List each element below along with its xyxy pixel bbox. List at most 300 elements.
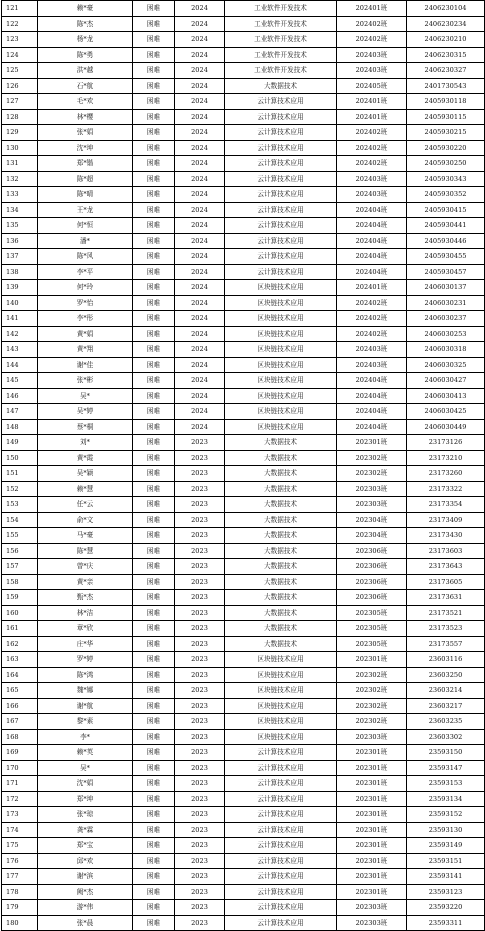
row-number-cell: 165 <box>2 683 38 699</box>
grade-year-cell: 2023 <box>175 605 225 621</box>
student-id-cell: 2406230104 <box>407 1 485 17</box>
table-row <box>2 869 485 885</box>
grade-year-cell: 2023 <box>175 481 225 497</box>
student-id-cell: 23603235 <box>407 714 485 730</box>
student-name-cell: 杨*龙 <box>38 32 133 48</box>
class-cell: 202404班 <box>337 218 407 234</box>
row-number-cell: 148 <box>2 419 38 435</box>
aid-level-cell: 困难 <box>133 264 175 280</box>
grade-year-cell: 2024 <box>175 187 225 203</box>
table-row <box>2 16 485 32</box>
table-row <box>2 109 485 125</box>
class-cell: 202404班 <box>337 388 407 404</box>
student-name-cell: 郑*锴 <box>38 156 133 172</box>
table-row <box>2 466 485 482</box>
class-cell: 202301班 <box>337 776 407 792</box>
aid-level-cell: 困难 <box>133 125 175 141</box>
table-row <box>2 171 485 187</box>
major-cell: 区块链技术应用 <box>225 295 337 311</box>
row-number-cell: 145 <box>2 373 38 389</box>
student-name-cell: 何*玲 <box>38 280 133 296</box>
aid-level-cell: 困难 <box>133 63 175 79</box>
class-cell: 202303班 <box>337 497 407 513</box>
major-cell: 大数据技术 <box>225 512 337 528</box>
row-number-cell: 140 <box>2 295 38 311</box>
aid-level-cell: 困难 <box>133 47 175 63</box>
aid-level-cell: 困难 <box>133 1 175 17</box>
grade-year-cell: 2023 <box>175 652 225 668</box>
major-cell: 云计算技术应用 <box>225 233 337 249</box>
major-cell: 云计算技术应用 <box>225 109 337 125</box>
row-number-cell: 144 <box>2 357 38 373</box>
table-row <box>2 187 485 203</box>
student-id-cell: 2406030427 <box>407 373 485 389</box>
grade-year-cell: 2024 <box>175 218 225 234</box>
aid-level-cell: 困难 <box>133 745 175 761</box>
table-row <box>2 63 485 79</box>
row-number-cell: 121 <box>2 1 38 17</box>
student-id-cell: 23603116 <box>407 652 485 668</box>
class-cell: 202302班 <box>337 450 407 466</box>
row-number-cell: 123 <box>2 32 38 48</box>
row-number-cell: 146 <box>2 388 38 404</box>
class-cell: 202401班 <box>337 1 407 17</box>
aid-level-cell: 困难 <box>133 900 175 916</box>
student-id-cell: 23603302 <box>407 729 485 745</box>
row-number-cell: 136 <box>2 233 38 249</box>
table-row <box>2 838 485 854</box>
table-row <box>2 419 485 435</box>
grade-year-cell: 2023 <box>175 466 225 482</box>
table-row <box>2 326 485 342</box>
student-name-cell: 黎*素 <box>38 714 133 730</box>
grade-year-cell: 2024 <box>175 47 225 63</box>
major-cell: 云计算技术应用 <box>225 791 337 807</box>
grade-year-cell: 2023 <box>175 900 225 916</box>
major-cell: 云计算技术应用 <box>225 264 337 280</box>
table-row <box>2 125 485 141</box>
major-cell: 大数据技术 <box>225 450 337 466</box>
student-name-cell: 任*云 <box>38 497 133 513</box>
grade-year-cell: 2024 <box>175 249 225 265</box>
aid-level-cell: 困难 <box>133 419 175 435</box>
class-cell: 202302班 <box>337 714 407 730</box>
aid-level-cell: 困难 <box>133 838 175 854</box>
grade-year-cell: 2023 <box>175 636 225 652</box>
class-cell: 202401班 <box>337 109 407 125</box>
student-name-cell: 李* <box>38 729 133 745</box>
student-id-cell: 23593149 <box>407 838 485 854</box>
row-number-cell: 151 <box>2 466 38 482</box>
grade-year-cell: 2023 <box>175 543 225 559</box>
grade-year-cell: 2024 <box>175 156 225 172</box>
major-cell: 云计算技术应用 <box>225 171 337 187</box>
student-id-cell: 2406030231 <box>407 295 485 311</box>
student-id-cell: 23173354 <box>407 497 485 513</box>
table-row <box>2 636 485 652</box>
table-row <box>2 280 485 296</box>
grade-year-cell: 2024 <box>175 125 225 141</box>
class-cell: 202402班 <box>337 311 407 327</box>
student-id-cell: 2405930250 <box>407 156 485 172</box>
student-name-cell: 章*欣 <box>38 621 133 637</box>
aid-level-cell: 困难 <box>133 698 175 714</box>
class-cell: 202402班 <box>337 156 407 172</box>
class-cell: 202305班 <box>337 621 407 637</box>
aid-level-cell: 困难 <box>133 636 175 652</box>
table-row <box>2 652 485 668</box>
student-name-cell: 陈*勇 <box>38 47 133 63</box>
row-number-cell: 157 <box>2 559 38 575</box>
class-cell: 202403班 <box>337 63 407 79</box>
major-cell: 云计算技术应用 <box>225 187 337 203</box>
row-number-cell: 126 <box>2 78 38 94</box>
student-name-cell: 陈*鸿 <box>38 667 133 683</box>
grade-year-cell: 2023 <box>175 450 225 466</box>
row-number-cell: 132 <box>2 171 38 187</box>
row-number-cell: 180 <box>2 915 38 931</box>
aid-level-cell: 困难 <box>133 249 175 265</box>
table-row <box>2 47 485 63</box>
student-name-cell: 魏*娜 <box>38 683 133 699</box>
student-id-cell: 2405930352 <box>407 187 485 203</box>
row-number-cell: 161 <box>2 621 38 637</box>
student-id-cell: 2405930115 <box>407 109 485 125</box>
aid-level-cell: 困难 <box>133 450 175 466</box>
student-id-cell: 23173322 <box>407 481 485 497</box>
aid-level-cell: 困难 <box>133 481 175 497</box>
table-row <box>2 543 485 559</box>
student-name-cell: 郑*坤 <box>38 791 133 807</box>
grade-year-cell: 2023 <box>175 559 225 575</box>
student-name-cell: 黄*霞 <box>38 450 133 466</box>
student-id-cell: 2406030318 <box>407 342 485 358</box>
grade-year-cell: 2024 <box>175 233 225 249</box>
row-number-cell: 131 <box>2 156 38 172</box>
class-cell: 202302班 <box>337 698 407 714</box>
major-cell: 大数据技术 <box>225 466 337 482</box>
student-name-cell: 沈*坤 <box>38 140 133 156</box>
major-cell: 大数据技术 <box>225 528 337 544</box>
student-name-cell: 毛*欢 <box>38 94 133 110</box>
major-cell: 区块链技术应用 <box>225 373 337 389</box>
aid-level-cell: 困难 <box>133 233 175 249</box>
table-row <box>2 512 485 528</box>
grade-year-cell: 2024 <box>175 63 225 79</box>
aid-level-cell: 困难 <box>133 78 175 94</box>
major-cell: 大数据技术 <box>225 543 337 559</box>
row-number-cell: 175 <box>2 838 38 854</box>
class-cell: 202404班 <box>337 249 407 265</box>
student-name-cell: 黄*亲 <box>38 574 133 590</box>
class-cell: 202301班 <box>337 745 407 761</box>
student-id-cell: 2406230315 <box>407 47 485 63</box>
student-id-cell: 2405930415 <box>407 202 485 218</box>
row-number-cell: 138 <box>2 264 38 280</box>
class-cell: 202402班 <box>337 16 407 32</box>
table-row <box>2 745 485 761</box>
aid-level-cell: 困难 <box>133 574 175 590</box>
row-number-cell: 168 <box>2 729 38 745</box>
major-cell: 大数据技术 <box>225 481 337 497</box>
major-cell: 区块链技术应用 <box>225 652 337 668</box>
student-id-cell: 23593141 <box>407 869 485 885</box>
student-name-cell: 谢*佳 <box>38 357 133 373</box>
student-name-cell: 林*樱 <box>38 109 133 125</box>
class-cell: 202306班 <box>337 559 407 575</box>
table-row <box>2 791 485 807</box>
class-cell: 202301班 <box>337 652 407 668</box>
class-cell: 202403班 <box>337 47 407 63</box>
table-row <box>2 590 485 606</box>
class-cell: 202303班 <box>337 729 407 745</box>
row-number-cell: 176 <box>2 853 38 869</box>
class-cell: 202306班 <box>337 543 407 559</box>
student-id-cell: 23593150 <box>407 745 485 761</box>
row-number-cell: 124 <box>2 47 38 63</box>
grade-year-cell: 2024 <box>175 357 225 373</box>
student-id-cell: 2406030253 <box>407 326 485 342</box>
grade-year-cell: 2023 <box>175 698 225 714</box>
aid-level-cell: 困难 <box>133 853 175 869</box>
row-number-cell: 135 <box>2 218 38 234</box>
table-row <box>2 729 485 745</box>
grade-year-cell: 2023 <box>175 528 225 544</box>
grade-year-cell: 2024 <box>175 140 225 156</box>
student-id-cell: 2406030137 <box>407 280 485 296</box>
aid-level-cell: 困难 <box>133 466 175 482</box>
aid-level-cell: 困难 <box>133 729 175 745</box>
aid-level-cell: 困难 <box>133 497 175 513</box>
grade-year-cell: 2024 <box>175 419 225 435</box>
table-row <box>2 202 485 218</box>
row-number-cell: 152 <box>2 481 38 497</box>
student-id-cell: 23173521 <box>407 605 485 621</box>
aid-level-cell: 困难 <box>133 326 175 342</box>
row-number-cell: 139 <box>2 280 38 296</box>
table-row <box>2 559 485 575</box>
major-cell: 区块链技术应用 <box>225 388 337 404</box>
aid-level-cell: 困难 <box>133 869 175 885</box>
grade-year-cell: 2023 <box>175 884 225 900</box>
major-cell: 云计算技术应用 <box>225 915 337 931</box>
major-cell: 大数据技术 <box>225 559 337 575</box>
class-cell: 202402班 <box>337 32 407 48</box>
student-name-cell: 沈*娟 <box>38 776 133 792</box>
table-row <box>2 218 485 234</box>
student-id-cell: 2406030325 <box>407 357 485 373</box>
class-cell: 202304班 <box>337 528 407 544</box>
student-id-cell: 2406030237 <box>407 311 485 327</box>
student-id-cell: 23173603 <box>407 543 485 559</box>
class-cell: 202402班 <box>337 125 407 141</box>
class-cell: 202303班 <box>337 481 407 497</box>
table-row <box>2 435 485 451</box>
student-name-cell: 李*平 <box>38 264 133 280</box>
student-id-cell: 2406230210 <box>407 32 485 48</box>
aid-level-cell: 困难 <box>133 311 175 327</box>
student-id-cell: 23173631 <box>407 590 485 606</box>
student-id-cell: 2405930457 <box>407 264 485 280</box>
row-number-cell: 133 <box>2 187 38 203</box>
table-row <box>2 776 485 792</box>
aid-level-cell: 困难 <box>133 915 175 931</box>
student-name-cell: 刘* <box>38 435 133 451</box>
aid-level-cell: 困难 <box>133 94 175 110</box>
student-name-cell: 张*娟 <box>38 125 133 141</box>
table-row <box>2 78 485 94</box>
major-cell: 大数据技术 <box>225 605 337 621</box>
major-cell: 区块链技术应用 <box>225 667 337 683</box>
major-cell: 区块链技术应用 <box>225 311 337 327</box>
row-number-cell: 147 <box>2 404 38 420</box>
aid-level-cell: 困难 <box>133 202 175 218</box>
student-name-cell: 张*彬 <box>38 373 133 389</box>
class-cell: 202403班 <box>337 342 407 358</box>
student-id-cell: 2405930446 <box>407 233 485 249</box>
student-id-cell: 2405930343 <box>407 171 485 187</box>
student-id-cell: 2405930118 <box>407 94 485 110</box>
table-row <box>2 807 485 823</box>
major-cell: 大数据技术 <box>225 435 337 451</box>
class-cell: 202301班 <box>337 760 407 776</box>
aid-level-cell: 困难 <box>133 559 175 575</box>
student-name-cell: 黄*娟 <box>38 326 133 342</box>
class-cell: 202302班 <box>337 683 407 699</box>
grade-year-cell: 2024 <box>175 295 225 311</box>
grade-year-cell: 2024 <box>175 171 225 187</box>
class-cell: 202302班 <box>337 466 407 482</box>
aid-level-cell: 困难 <box>133 543 175 559</box>
major-cell: 云计算技术应用 <box>225 94 337 110</box>
table-row <box>2 342 485 358</box>
major-cell: 云计算技术应用 <box>225 853 337 869</box>
grade-year-cell: 2023 <box>175 807 225 823</box>
table-row <box>2 915 485 931</box>
student-name-cell: 陈*风 <box>38 249 133 265</box>
class-cell: 202305班 <box>337 605 407 621</box>
table-row <box>2 94 485 110</box>
major-cell: 大数据技术 <box>225 590 337 606</box>
major-cell: 区块链技术应用 <box>225 419 337 435</box>
table-row <box>2 900 485 916</box>
student-name-cell: 谢*航 <box>38 698 133 714</box>
student-id-cell: 23603217 <box>407 698 485 714</box>
grade-year-cell: 2024 <box>175 311 225 327</box>
table-row <box>2 311 485 327</box>
major-cell: 区块链技术应用 <box>225 280 337 296</box>
student-name-cell: 张*晨 <box>38 915 133 931</box>
grade-year-cell: 2023 <box>175 853 225 869</box>
row-number-cell: 141 <box>2 311 38 327</box>
grade-year-cell: 2023 <box>175 760 225 776</box>
student-name-cell: 潘* <box>38 233 133 249</box>
table-row <box>2 295 485 311</box>
class-cell: 202404班 <box>337 264 407 280</box>
class-cell: 202404班 <box>337 419 407 435</box>
table-row <box>2 822 485 838</box>
student-id-cell: 23593311 <box>407 915 485 931</box>
grade-year-cell: 2024 <box>175 32 225 48</box>
row-number-cell: 178 <box>2 884 38 900</box>
table-row <box>2 714 485 730</box>
student-id-cell: 23173557 <box>407 636 485 652</box>
row-number-cell: 156 <box>2 543 38 559</box>
row-number-cell: 159 <box>2 590 38 606</box>
class-cell: 202302班 <box>337 667 407 683</box>
aid-level-cell: 困难 <box>133 652 175 668</box>
major-cell: 区块链技术应用 <box>225 714 337 730</box>
table-row <box>2 357 485 373</box>
major-cell: 工业软件开发技术 <box>225 47 337 63</box>
class-cell: 202301班 <box>337 838 407 854</box>
major-cell: 云计算技术应用 <box>225 202 337 218</box>
grade-year-cell: 2024 <box>175 326 225 342</box>
major-cell: 云计算技术应用 <box>225 218 337 234</box>
student-name-cell: 陈*晴 <box>38 187 133 203</box>
student-id-cell: 23593220 <box>407 900 485 916</box>
student-id-cell: 23173643 <box>407 559 485 575</box>
class-cell: 202404班 <box>337 404 407 420</box>
student-id-cell: 2405930215 <box>407 125 485 141</box>
student-name-cell: 游*伟 <box>38 900 133 916</box>
student-name-cell: 俞*文 <box>38 512 133 528</box>
aid-level-cell: 困难 <box>133 295 175 311</box>
table-row <box>2 528 485 544</box>
table-row <box>2 450 485 466</box>
student-name-cell: 赖*豪 <box>38 1 133 17</box>
table-body <box>2 1 485 931</box>
major-cell: 工业软件开发技术 <box>225 1 337 17</box>
student-name-cell: 林*洁 <box>38 605 133 621</box>
grade-year-cell: 2023 <box>175 512 225 528</box>
student-id-cell: 23593147 <box>407 760 485 776</box>
class-cell: 202301班 <box>337 869 407 885</box>
class-cell: 202301班 <box>337 853 407 869</box>
student-name-cell: 罗*怡 <box>38 295 133 311</box>
class-cell: 202301班 <box>337 435 407 451</box>
row-number-cell: 158 <box>2 574 38 590</box>
aid-level-cell: 困难 <box>133 621 175 637</box>
major-cell: 云计算技术应用 <box>225 745 337 761</box>
grade-year-cell: 2023 <box>175 915 225 931</box>
major-cell: 区块链技术应用 <box>225 342 337 358</box>
student-name-cell: 赖*英 <box>38 745 133 761</box>
major-cell: 工业软件开发技术 <box>225 32 337 48</box>
major-cell: 云计算技术应用 <box>225 156 337 172</box>
aid-level-cell: 困难 <box>133 187 175 203</box>
class-cell: 202306班 <box>337 574 407 590</box>
grade-year-cell: 2024 <box>175 202 225 218</box>
major-cell: 云计算技术应用 <box>225 140 337 156</box>
student-name-cell: 甄*杰 <box>38 590 133 606</box>
student-name-cell: 庄*华 <box>38 636 133 652</box>
row-number-cell: 170 <box>2 760 38 776</box>
row-number-cell: 137 <box>2 249 38 265</box>
aid-level-cell: 困难 <box>133 714 175 730</box>
grade-year-cell: 2023 <box>175 590 225 606</box>
class-cell: 202304班 <box>337 512 407 528</box>
grade-year-cell: 2024 <box>175 1 225 17</box>
grade-year-cell: 2023 <box>175 791 225 807</box>
major-cell: 区块链技术应用 <box>225 729 337 745</box>
row-number-cell: 167 <box>2 714 38 730</box>
student-id-cell: 23173126 <box>407 435 485 451</box>
major-cell: 云计算技术应用 <box>225 807 337 823</box>
grade-year-cell: 2023 <box>175 497 225 513</box>
row-number-cell: 142 <box>2 326 38 342</box>
row-number-cell: 171 <box>2 776 38 792</box>
